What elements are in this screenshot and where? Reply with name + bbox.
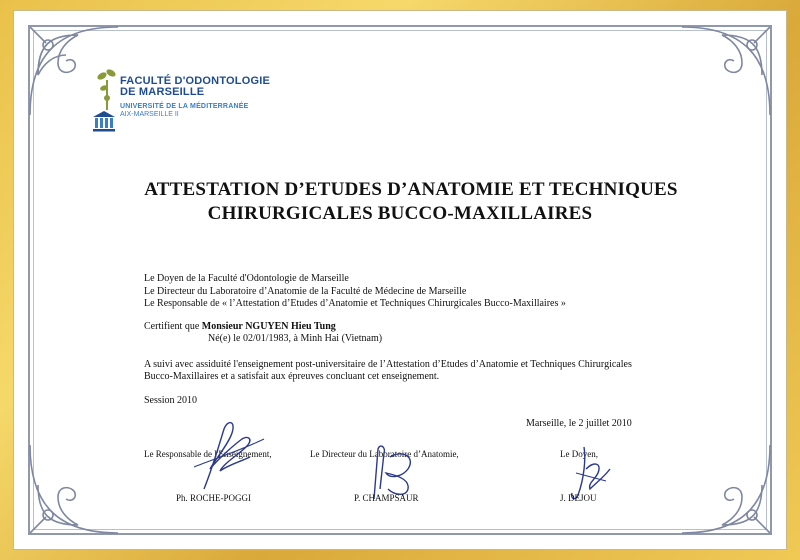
signature-mark-roche-poggi — [184, 409, 274, 499]
signatory-name-roche-poggi: Ph. ROCHE-POGGI — [176, 493, 252, 503]
certify-statement — [144, 321, 336, 333]
session-year: Session 2010 — [144, 395, 198, 406]
logo-university-branch: AIX-MARSEILLE II — [120, 111, 179, 118]
signatory-name-champsaur: P. CHAMPSAUR — [354, 493, 419, 503]
signatory-title-lab-director: Le Directeur du Laboratoire d’Anatomie, — [310, 449, 459, 459]
logo-text — [120, 76, 270, 118]
faculty-logo — [92, 66, 292, 141]
certify-prefix: Certifient que — [144, 321, 202, 332]
logo-faculty-name: FACULTÉ D'ODONTOLOGIE — [120, 75, 271, 87]
certificate-title-line2: CHIRURGICALES BUCCO-MAXILLAIRES — [207, 203, 593, 224]
corner-ornament-bottom-right — [672, 435, 782, 545]
recipient-name: Monsieur NGUYEN Hieu Tung — [201, 321, 336, 332]
signatory-title-dean: Le Doyen, — [560, 449, 598, 459]
signatory-title-program-head: Le Responsable de l'Enseignement, — [144, 449, 272, 459]
completion-paragraph-line1: A suivi avec assiduité l'enseignement post-universitaire de l’Attestation d’Etudes d’Anatomie et Techniques Chirurgicales — [144, 359, 632, 370]
logo-university: UNIVERSITÉ DE LA MÉDITERRANÉE — [120, 103, 249, 110]
certificate — [13, 10, 787, 550]
birth-info: Né(e) le 02/01/1983, à Minh Hai (Vietnam) — [208, 333, 383, 344]
authority-program-head: Le Responsable de « l’Attestation d’Etudes d’Anatomie et Techniques Chirurgicales Bucco-Maxillaires » — [144, 298, 566, 309]
logo-city: DE MARSEILLE — [120, 86, 205, 98]
authority-dean: Le Doyen de la Faculté d'Odontologie de Marseille — [144, 273, 349, 284]
place-date: Marseille, le 2 juillet 2010 — [526, 418, 632, 429]
temple-icon — [92, 110, 116, 132]
signatory-name-dejou: J. DEJOU — [560, 493, 597, 503]
corner-ornament-bottom-left — [18, 435, 128, 545]
authority-lab-director: Le Directeur du Laboratoire d’Anatomie de la Faculté de Médecine de Marseille — [144, 286, 467, 297]
completion-paragraph-line2: Bucco-Maxillaires et a satisfait aux épreuves concluant cet enseignement. — [144, 371, 440, 382]
sprout-icon — [96, 66, 118, 110]
corner-ornament-top-right — [672, 15, 782, 125]
certificate-title-line1: ATTESTATION D’ETUDES D’ANATOMIE ET TECHNIQUES — [144, 179, 678, 200]
